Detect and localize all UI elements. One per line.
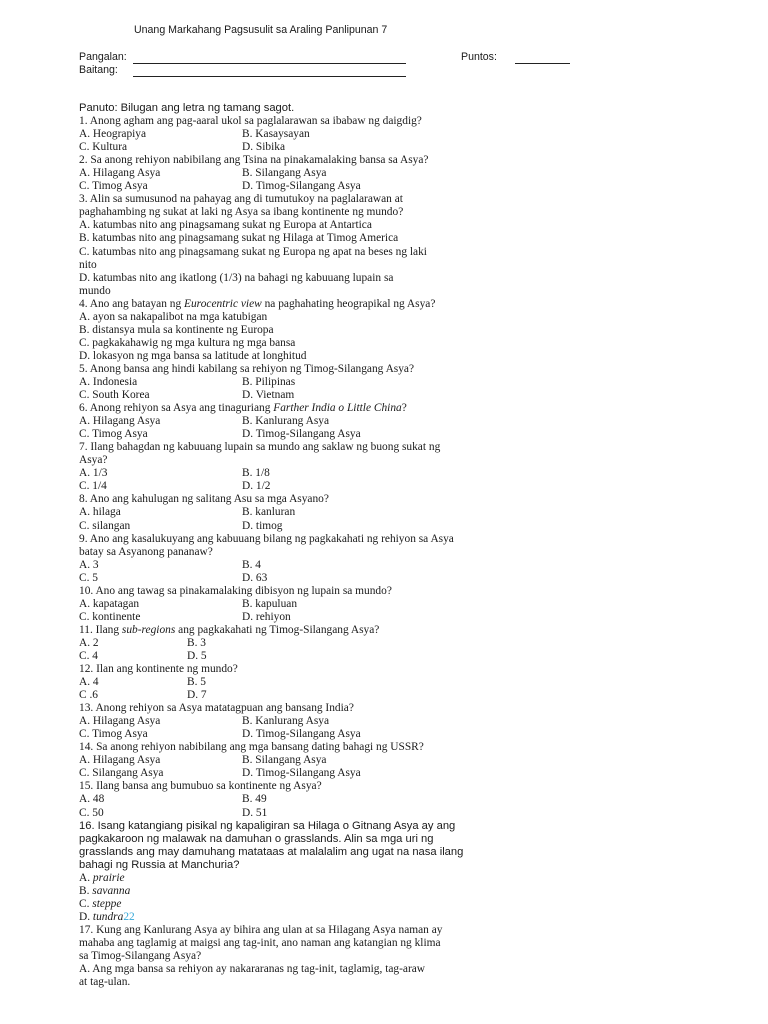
question-15: 15. Ilang bansa ang bumubuo sa kontinente ng Asya?: [79, 780, 322, 793]
choice-10c[interactable]: C. kontinente: [79, 610, 141, 623]
choice-9d[interactable]: D. 63: [242, 571, 268, 584]
choice-16c-letter: C.: [79, 897, 93, 910]
choice-13a[interactable]: A. Hilagang Asya: [79, 715, 161, 728]
question-6-post: ?: [401, 402, 407, 415]
instructions: Panuto: Bilugan ang letra ng tamang sagot.: [79, 102, 295, 114]
question-11-term: sub-regions: [121, 623, 176, 636]
choice-16d-letter: D.: [79, 910, 93, 923]
choice-15b[interactable]: B. 49: [242, 793, 267, 806]
question-11-post: ang pagkakahati ng Timog-Silangang Asya?: [175, 623, 380, 636]
choice-2b[interactable]: B. Silangang Asya: [242, 167, 327, 180]
choice-13b[interactable]: B. Kanlurang Asya: [242, 715, 329, 728]
choice-1b[interactable]: B. Kasaysayan: [242, 128, 310, 141]
choice-17a-cont[interactable]: at tag-ulan.: [79, 976, 131, 989]
choice-3d-cont[interactable]: mundo: [79, 284, 111, 297]
choice-12c[interactable]: C .6: [79, 689, 98, 702]
pangalan-label: Pangalan:: [79, 51, 127, 63]
choice-6b[interactable]: B. Kanlurang Asya: [242, 415, 329, 428]
choice-16d-text: tundra: [92, 910, 124, 923]
choice-13d[interactable]: D. Timog-Silangang Asya: [242, 728, 361, 741]
choice-16b[interactable]: [79, 885, 679, 898]
choice-3d[interactable]: D. katumbas nito ang ikatlong (1/3) na bahagi ng kabuuang lupain sa: [79, 271, 394, 284]
question-4-post: na paghahating heograpikal ng Asya?: [261, 297, 436, 310]
question-4-term: Eurocentric view: [184, 297, 262, 310]
choice-11a[interactable]: A. 2: [79, 636, 99, 649]
choice-16c[interactable]: [79, 898, 679, 911]
choice-14d[interactable]: D. Timog-Silangang Asya: [242, 767, 361, 780]
choice-16b-letter: B.: [79, 884, 93, 897]
choice-10a[interactable]: A. kapatagan: [79, 597, 140, 610]
choice-7d[interactable]: D. 1/2: [242, 480, 271, 493]
baitang-label: Baitang:: [79, 64, 118, 76]
choice-5b[interactable]: B. Pilipinas: [242, 375, 296, 388]
question-17: 17. Kung ang Kanlurang Asya ay bihira ang ulan at sa Hilagang Asya naman ay: [79, 923, 443, 936]
choice-11c[interactable]: C. 4: [79, 649, 98, 662]
question-16: 16. Isang katangiang pisikal ng kapaligiran sa Hilaga o Gitnang Asya ay ang: [79, 819, 456, 832]
choice-14c[interactable]: C. Silangang Asya: [79, 767, 164, 780]
choice-11d[interactable]: D. 5: [187, 649, 207, 662]
choice-2d[interactable]: D. Timog-Silangang Asya: [242, 180, 361, 193]
choice-4b[interactable]: B. distansya mula sa kontinente ng Europa: [79, 323, 274, 336]
choice-16a-letter: A.: [79, 871, 93, 884]
choice-1d[interactable]: D. Sibika: [242, 141, 286, 154]
question-7: 7. Ilang bahagdan ng kabuuang lupain sa mundo ang saklaw ng buong sukat ng: [79, 441, 441, 454]
question-17-cont-2: sa Timog-Silangang Asya?: [79, 950, 202, 963]
question-12: 12. Ilan ang kontinente ng mundo?: [79, 663, 238, 676]
question-3-cont: paghahambing ng sukat at laki ng Asya sa ibang kontinente ng mundo?: [79, 206, 404, 219]
page-number-mark: 22: [123, 910, 135, 923]
choice-3c-cont[interactable]: nito: [79, 258, 97, 271]
choice-7a[interactable]: A. 1/3: [79, 467, 108, 480]
choice-4c[interactable]: C. pagkakahawig ng mga kultura ng mga bansa: [79, 336, 296, 349]
choice-16b-text: savanna: [92, 884, 131, 897]
choice-17a[interactable]: A. Ang mga bansa sa rehiyon ay nakararanas ng tag-init, taglamig, tag-araw: [79, 963, 426, 976]
pangalan-blank[interactable]: [133, 63, 406, 64]
choice-11b[interactable]: B. 3: [187, 636, 206, 649]
question-4: [79, 298, 679, 311]
choice-2a[interactable]: A. Hilagang Asya: [79, 167, 161, 180]
question-10: 10. Ano ang tawag sa pinakamalaking dibisyon ng lupain sa mundo?: [79, 584, 392, 597]
choice-16a-text: prairie: [92, 871, 125, 884]
question-16-cont-3: bahagi ng Russia at Manchuria?: [79, 858, 240, 871]
choice-5c[interactable]: C. South Korea: [79, 389, 150, 402]
choice-16d[interactable]: [79, 911, 679, 924]
puntos-label: Puntos:: [461, 51, 497, 63]
question-13: 13. Anong rehiyon sa Asya matatagpuan ang bansang India?: [79, 702, 354, 715]
choice-15c[interactable]: C. 50: [79, 806, 104, 819]
choice-16c-text: steppe: [92, 897, 122, 910]
baitang-blank[interactable]: [133, 76, 406, 77]
choice-6a[interactable]: A. Hilagang Asya: [79, 415, 161, 428]
question-11-pre: 11. Ilang: [79, 623, 122, 636]
choice-15d[interactable]: D. 51: [242, 806, 268, 819]
choice-15a[interactable]: A. 48: [79, 793, 105, 806]
question-2: 2. Sa anong rehiyon nabibilang ang Tsina na pinakamalaking bansa sa Asya?: [79, 154, 429, 167]
choice-3c[interactable]: C. katumbas nito ang pinagsamang sukat ng Europa ng apat na beses ng laki: [79, 245, 427, 258]
question-14: 14. Sa anong rehiyon nabibilang ang mga bansang dating bahagi ng USSR?: [79, 741, 424, 754]
question-1: 1. Anong agham ang pag-aaral ukol sa paglalarawan sa ibabaw ng daigdig?: [79, 115, 422, 128]
choice-4d[interactable]: D. lokasyon ng mga bansa sa latitude at longhitud: [79, 349, 307, 362]
choice-8b[interactable]: B. kanluran: [242, 506, 296, 519]
puntos-blank[interactable]: [515, 63, 570, 64]
question-16-cont-1: pagkakaroon ng malawak na damuhan o grasslands. Alin sa mga uri ng: [79, 832, 434, 845]
choice-6d[interactable]: D. Timog-Silangang Asya: [242, 428, 361, 441]
choice-3b[interactable]: B. katumbas nito ang pinagsamang sukat ng Hilaga at Timog America: [79, 232, 399, 245]
choice-10d[interactable]: D. rehiyon: [242, 610, 291, 623]
question-6-term: Farther India o Little China: [273, 402, 402, 415]
question-9: 9. Ano ang kasalukuyang ang kabuuang bilang ng pagkakahati ng rehiyon sa Asya: [79, 532, 454, 545]
choice-10b[interactable]: B. kapuluan: [242, 597, 298, 610]
question-16-cont-2: grasslands ang may damuhang matataas at malalalim ang ugat na nasa ilang: [79, 845, 464, 858]
question-9-cont: batay sa Asyanong pananaw?: [79, 545, 213, 558]
question-7-cont: Asya?: [79, 454, 108, 467]
choice-9c[interactable]: C. 5: [79, 571, 98, 584]
choice-9b[interactable]: B. 4: [242, 558, 261, 571]
question-4-pre: 4. Ano ang batayan ng: [79, 297, 185, 310]
choice-8a[interactable]: A. hilaga: [79, 506, 121, 519]
choice-12d[interactable]: D. 7: [187, 689, 207, 702]
choice-1c[interactable]: C. Kultura: [79, 141, 128, 154]
choice-16a[interactable]: [79, 872, 679, 885]
choice-5a[interactable]: A. Indonesia: [79, 375, 138, 388]
choice-12b[interactable]: B. 5: [187, 676, 206, 689]
question-11: [79, 624, 679, 637]
question-6: [79, 402, 679, 415]
choice-14a[interactable]: A. Hilagang Asya: [79, 754, 161, 767]
question-17-cont-1: mahaba ang taglamig at maigsi ang tag-init, ano naman ang katangian ng klima: [79, 937, 441, 949]
question-6-pre: 6. Anong rehiyon sa Asya ang tinaguriang: [79, 402, 274, 415]
choice-4a[interactable]: A. ayon sa nakapalibot na mga katubigan: [79, 310, 268, 323]
question-5: 5. Anong bansa ang hindi kabilang sa rehiyon ng Timog-Silangang Asya?: [79, 362, 415, 375]
choice-8d[interactable]: D. timog: [242, 519, 283, 532]
choice-3a[interactable]: A. katumbas nito ang pinagsamang sukat ng Europa at Antartica: [79, 219, 372, 232]
page-title: Unang Markahang Pagsusulit sa Araling Panlipunan 7: [134, 24, 388, 36]
question-3: 3. Alin sa sumusunod na pahayag ang di tumutukoy na paglalarawan at: [79, 193, 403, 206]
choice-12a[interactable]: A. 4: [79, 676, 99, 689]
choice-5d[interactable]: D. Vietnam: [242, 389, 295, 402]
choice-6c[interactable]: C. Timog Asya: [79, 428, 148, 441]
choice-7c[interactable]: C. 1/4: [79, 480, 107, 493]
choice-8c[interactable]: C. silangan: [79, 519, 131, 532]
question-list: [79, 102, 679, 989]
choice-7b[interactable]: B. 1/8: [242, 467, 270, 480]
choice-14b[interactable]: B. Silangang Asya: [242, 754, 327, 767]
choice-2c[interactable]: C. Timog Asya: [79, 180, 148, 193]
choice-9a[interactable]: A. 3: [79, 558, 99, 571]
choice-13c[interactable]: C. Timog Asya: [79, 728, 148, 741]
choice-1a[interactable]: A. Heograpiya: [79, 128, 147, 141]
question-8: 8. Ano ang kahulugan ng salitang Asu sa mga Asyano?: [79, 493, 329, 506]
